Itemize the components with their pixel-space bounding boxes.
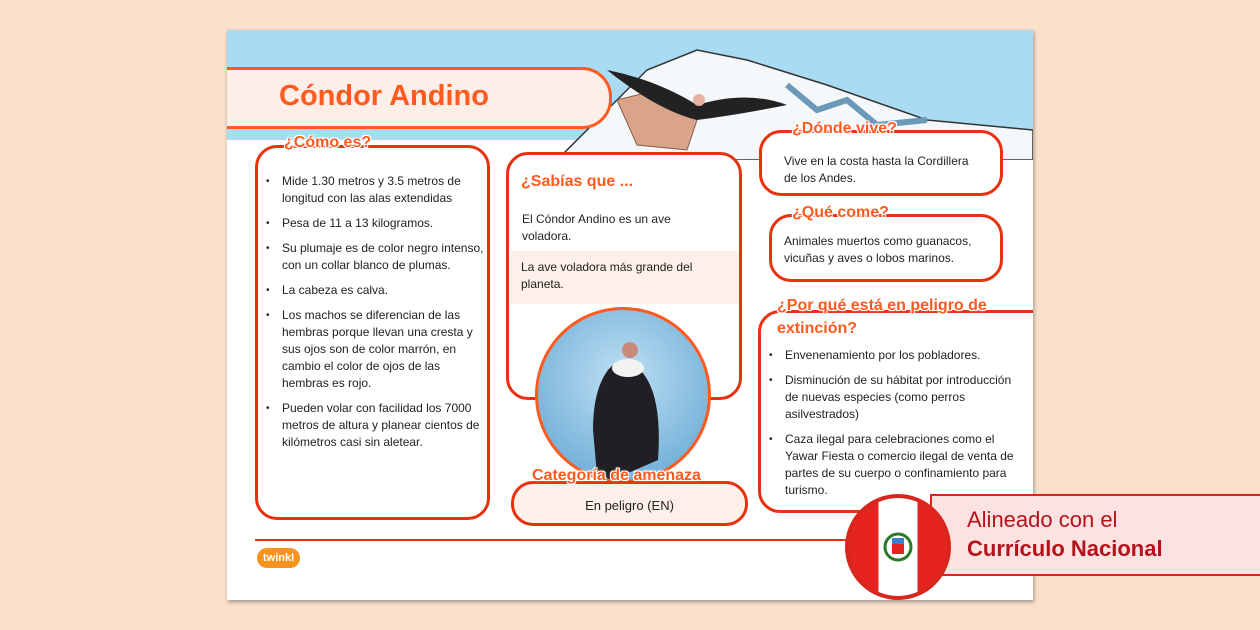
como-es-heading: ¿Cómo es?: [284, 134, 372, 151]
list-item: • Mide 1.30 metros y 3.5 metros de longitud con las alas extendidas: [258, 173, 487, 207]
list-item: • Envenenamiento por los pobladores.: [761, 347, 1021, 364]
peligro-heading: ¿Por qué está en peligro de extinción?: [777, 297, 987, 337]
list-item: • Pesa de 11 a 13 kilogramos.: [258, 215, 487, 232]
sabias-text-1: El Cóndor Andino es un ave voladora.: [522, 212, 671, 243]
sabias-text-2: La ave voladora más grande del planeta.: [511, 251, 739, 304]
badge-line-1: Alineado con el: [967, 507, 1118, 532]
donde-text: Vive en la costa hasta la Cordillera de los Andes.: [784, 154, 969, 185]
list-item: • Pueden volar con facilidad los 7000 metros de altura y planear cientos de kilómetros casi sin aletear.: [258, 400, 487, 451]
como-es-list: [258, 173, 487, 451]
categoria-value: En peligro (EN): [585, 498, 674, 513]
categoria-box: [511, 481, 748, 526]
que-come-box: [769, 214, 1003, 282]
como-es-box: [255, 145, 490, 520]
donde-box: [759, 130, 1003, 196]
condor-perched-icon: [538, 310, 711, 483]
list-item: • La cabeza es calva.: [258, 282, 487, 299]
que-come-heading: ¿Qué come?: [792, 204, 889, 221]
page-title: Cóndor Andino: [279, 80, 489, 112]
donde-heading: ¿Dónde vive?: [792, 120, 897, 137]
twinkl-logo: twinkl: [257, 548, 300, 568]
peligro-box: [758, 310, 1033, 513]
list-item: • Caza ilegal para celebraciones como el Yawar Fiesta o comercio ilegal de venta de partes de su cuerpo o confinamiento para turismo.: [761, 431, 1021, 499]
peru-flag-icon: [845, 494, 951, 600]
list-item: • Los machos se diferencian de las hembras porque llevan una cresta y sus ojos son de color marrón, en cambio el color de ojos de las hembras es rojo.: [258, 307, 487, 392]
peru-coat-of-arms-icon: [849, 498, 947, 596]
peligro-list: [761, 347, 1021, 499]
sabias-heading: ¿Sabías que ...: [521, 173, 634, 190]
badge-line-2: Currículo Nacional: [967, 536, 1163, 561]
list-item: • Su plumaje es de color negro intenso, con un collar blanco de plumas.: [258, 240, 487, 274]
footer-divider: [255, 539, 855, 541]
condor-photo: [535, 307, 711, 483]
categoria-heading: Categoría de amenaza: [532, 467, 701, 484]
que-come-text: Animales muertos como guanacos, vicuñas y aves o lobos marinos.: [784, 234, 972, 265]
list-item: • Disminución de su hábitat por introducción de nuevas especies (como perros asilvestrados): [761, 372, 1021, 423]
